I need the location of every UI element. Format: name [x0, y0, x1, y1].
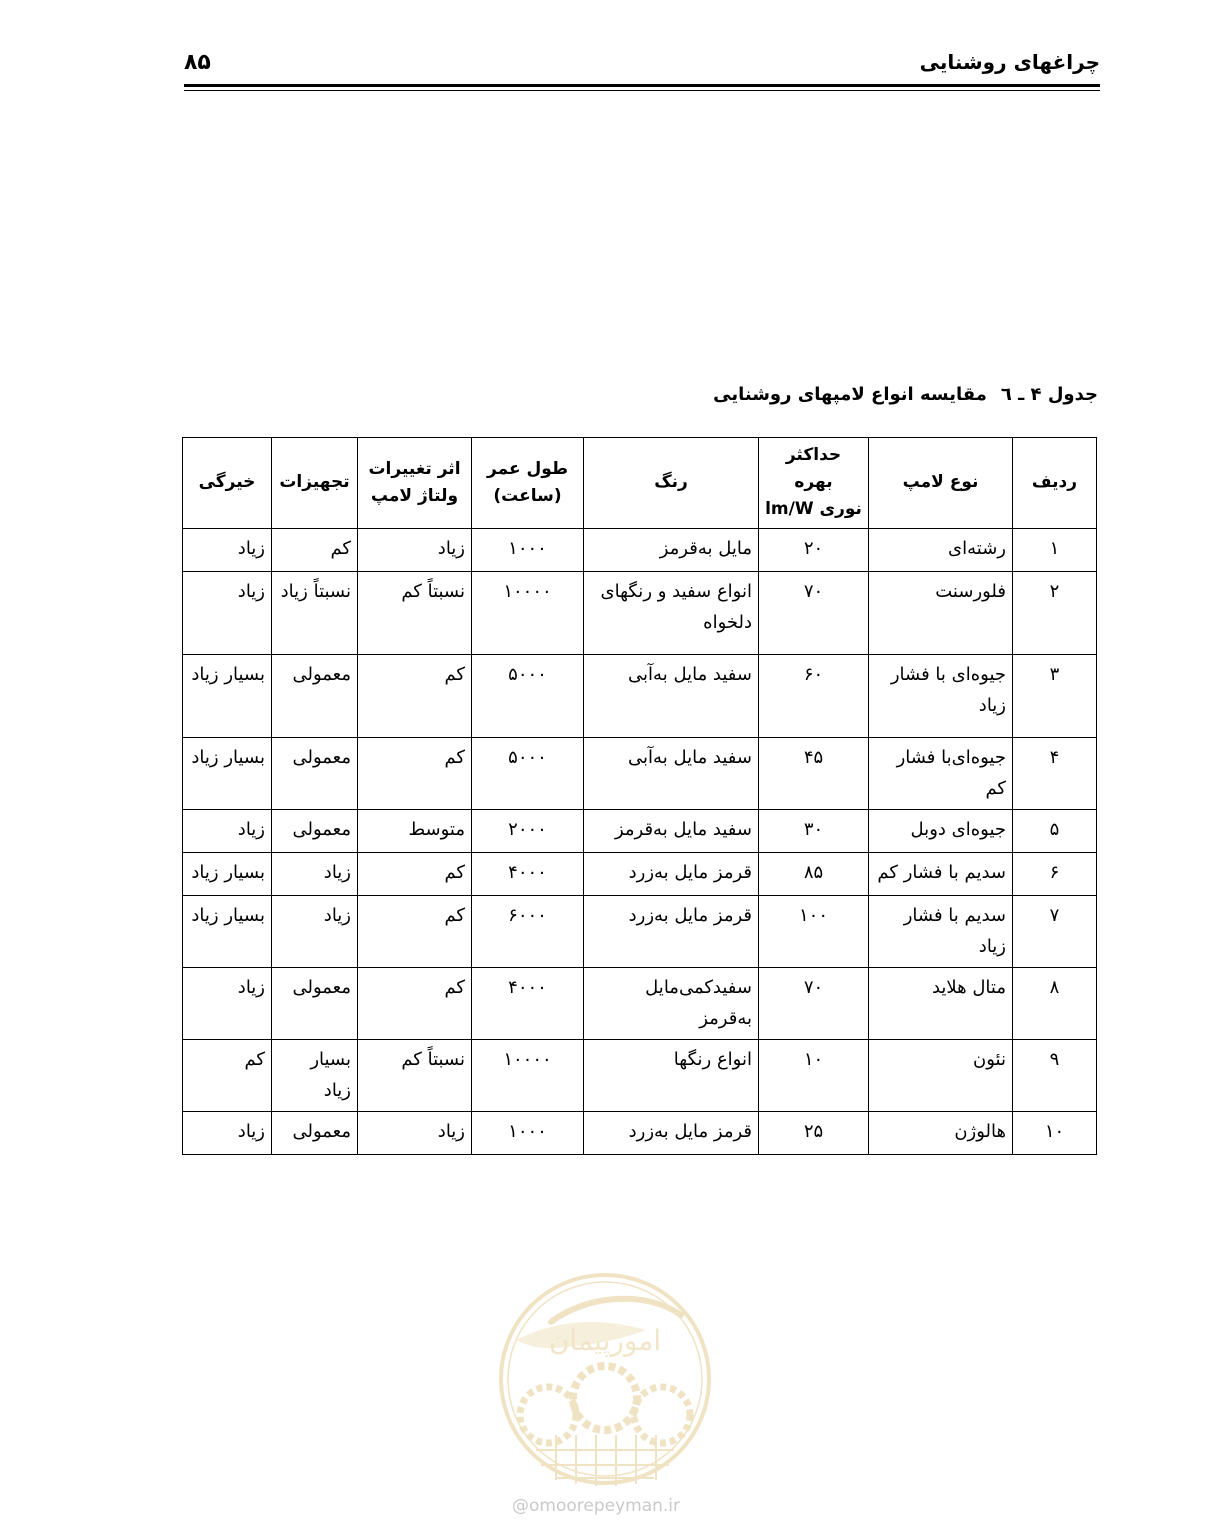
cell-efficacy: ۴۵	[759, 737, 869, 809]
cell-lifetime: ۱۰۰۰	[472, 1111, 584, 1154]
cell-row-number: ۷	[1013, 895, 1097, 967]
cell-glare: بسیار زیاد	[183, 654, 272, 737]
cell-efficacy: ۱۰	[759, 1039, 869, 1111]
table-row	[183, 737, 1097, 809]
cell-voltage-effect: کم	[358, 737, 472, 809]
header-row-number: ردیف	[1013, 438, 1097, 529]
cell-row-number: ۶	[1013, 852, 1097, 895]
cell-glare: زیاد	[183, 809, 272, 852]
watermark-logo-text: امورپیمان	[548, 1324, 662, 1357]
table-row	[183, 528, 1097, 571]
table-caption-number: جدول ۴ ـ ٦	[1000, 384, 1098, 405]
page-number: ۸۵	[184, 50, 211, 75]
cell-lamp-type: فلورسنت	[869, 571, 1013, 654]
cell-color: مایل به‌قرمز	[584, 528, 759, 571]
cell-color: قرمز مایل به‌زرد	[584, 895, 759, 967]
watermark-site: @omoorepeyman.ir	[512, 1496, 681, 1516]
cell-lamp-type: هالوژن	[869, 1111, 1013, 1154]
cell-color: انواع رنگها	[584, 1039, 759, 1111]
header-lifetime	[472, 438, 584, 529]
header-efficacy	[759, 438, 869, 529]
table-caption-title: مقایسه انواع لامپهای روشنایی	[713, 384, 987, 405]
cell-glare: زیاد	[183, 571, 272, 654]
cell-equipment: معمولی	[272, 1111, 358, 1154]
header-efficacy-line1: حداکثر بهره	[785, 445, 842, 493]
cell-voltage-effect: کم	[358, 852, 472, 895]
cell-efficacy: ۷۰	[759, 571, 869, 654]
cell-glare: بسیار زیاد	[183, 852, 272, 895]
table-header-row	[183, 438, 1097, 529]
cell-color: قرمز مایل به‌زرد	[584, 1111, 759, 1154]
cell-lifetime: ۴۰۰۰	[472, 967, 584, 1039]
cell-efficacy: ۳۰	[759, 809, 869, 852]
cell-equipment: معمولی	[272, 737, 358, 809]
header-rule-thin	[184, 90, 1100, 91]
cell-lamp-type: جیوه‌ای با فشار زیاد	[869, 654, 1013, 737]
header-lamp-type: نوع لامپ	[869, 438, 1013, 529]
table-row	[183, 1111, 1097, 1154]
cell-glare: بسیار زیاد	[183, 737, 272, 809]
cell-voltage-effect: کم	[358, 654, 472, 737]
cell-row-number: ۴	[1013, 737, 1097, 809]
cell-efficacy: ۲۰	[759, 528, 869, 571]
cell-voltage-effect: متوسط	[358, 809, 472, 852]
cell-color: قرمز مایل به‌زرد	[584, 852, 759, 895]
cell-equipment: زیاد	[272, 895, 358, 967]
header-equipment: تجهیزات	[272, 438, 358, 529]
table-row	[183, 852, 1097, 895]
cell-lamp-type: جیوه‌ای دوبل	[869, 809, 1013, 852]
cell-lifetime: ۵۰۰۰	[472, 654, 584, 737]
cell-lamp-type: نئون	[869, 1039, 1013, 1111]
table-row	[183, 809, 1097, 852]
cell-row-number: ۵	[1013, 809, 1097, 852]
cell-equipment: زیاد	[272, 852, 358, 895]
cell-equipment: بسیار زیاد	[272, 1039, 358, 1111]
cell-equipment: نسبتاً زیاد	[272, 571, 358, 654]
header-rule-thick	[184, 84, 1100, 87]
cell-voltage-effect: کم	[358, 895, 472, 967]
cell-equipment: کم	[272, 528, 358, 571]
cell-lifetime: ۵۰۰۰	[472, 737, 584, 809]
cell-row-number: ۹	[1013, 1039, 1097, 1111]
cell-voltage-effect: کم	[358, 967, 472, 1039]
table-caption	[713, 384, 1098, 405]
cell-equipment: معمولی	[272, 654, 358, 737]
header-efficacy-line2: نوری lm/W	[765, 499, 862, 520]
table-row	[183, 571, 1097, 654]
cell-equipment: معمولی	[272, 967, 358, 1039]
cell-row-number: ۸	[1013, 967, 1097, 1039]
cell-efficacy: ۸۵	[759, 852, 869, 895]
cell-lamp-type: متال هلاید	[869, 967, 1013, 1039]
table-row	[183, 967, 1097, 1039]
table-row	[183, 895, 1097, 967]
cell-lamp-type: جیوه‌ای‌با فشار کم	[869, 737, 1013, 809]
cell-voltage-effect: نسبتاً کم	[358, 571, 472, 654]
cell-equipment: معمولی	[272, 809, 358, 852]
cell-glare: زیاد	[183, 528, 272, 571]
cell-lifetime: ۱۰۰۰۰	[472, 1039, 584, 1111]
cell-row-number: ۲	[1013, 571, 1097, 654]
header-lifetime-line1: طول عمر	[487, 458, 568, 479]
cell-lifetime: ۱۰۰۰۰	[472, 571, 584, 654]
cell-lamp-type: سدیم با فشار کم	[869, 852, 1013, 895]
cell-color: انواع سفید و رنگهای دلخواه	[584, 571, 759, 654]
cell-lifetime: ۲۰۰۰	[472, 809, 584, 852]
cell-lifetime: ۱۰۰۰	[472, 528, 584, 571]
cell-lifetime: ۴۰۰۰	[472, 852, 584, 895]
cell-glare: زیاد	[183, 967, 272, 1039]
cell-voltage-effect: زیاد	[358, 528, 472, 571]
running-title: چراغهای روشنایی	[919, 50, 1100, 74]
cell-row-number: ۱	[1013, 528, 1097, 571]
cell-voltage-effect: زیاد	[358, 1111, 472, 1154]
cell-lifetime: ۶۰۰۰	[472, 895, 584, 967]
cell-row-number: ۱۰	[1013, 1111, 1097, 1154]
header-color: رنگ	[584, 438, 759, 529]
watermark-logo	[496, 1270, 714, 1488]
cell-row-number: ۳	[1013, 654, 1097, 737]
header-voltage-line2: ولتاژ لامپ	[370, 485, 459, 506]
cell-efficacy: ۱۰۰	[759, 895, 869, 967]
cell-lamp-type: رشته‌ای	[869, 528, 1013, 571]
cell-efficacy: ۲۵	[759, 1111, 869, 1154]
cell-efficacy: ۷۰	[759, 967, 869, 1039]
header-lifetime-line2: (ساعت)	[493, 485, 562, 506]
cell-efficacy: ۶۰	[759, 654, 869, 737]
cell-lamp-type: سدیم با فشار زیاد	[869, 895, 1013, 967]
header-glare: خیرگی	[183, 438, 272, 529]
cell-color: سفید مایل به‌آبی	[584, 737, 759, 809]
cell-color: سفید مایل به‌قرمز	[584, 809, 759, 852]
cell-glare: بسیار زیاد	[183, 895, 272, 967]
cell-glare: کم	[183, 1039, 272, 1111]
cell-voltage-effect: نسبتاً کم	[358, 1039, 472, 1111]
cell-color: سفید مایل به‌آبی	[584, 654, 759, 737]
header-voltage-effect	[358, 438, 472, 529]
cell-color: سفیدکمی‌مایل به‌قرمز	[584, 967, 759, 1039]
header-voltage-line1: اثر تغییرات	[368, 458, 461, 479]
table-row	[183, 654, 1097, 737]
cell-glare: زیاد	[183, 1111, 272, 1154]
table-row	[183, 1039, 1097, 1111]
lamp-comparison-table	[182, 437, 1097, 1155]
